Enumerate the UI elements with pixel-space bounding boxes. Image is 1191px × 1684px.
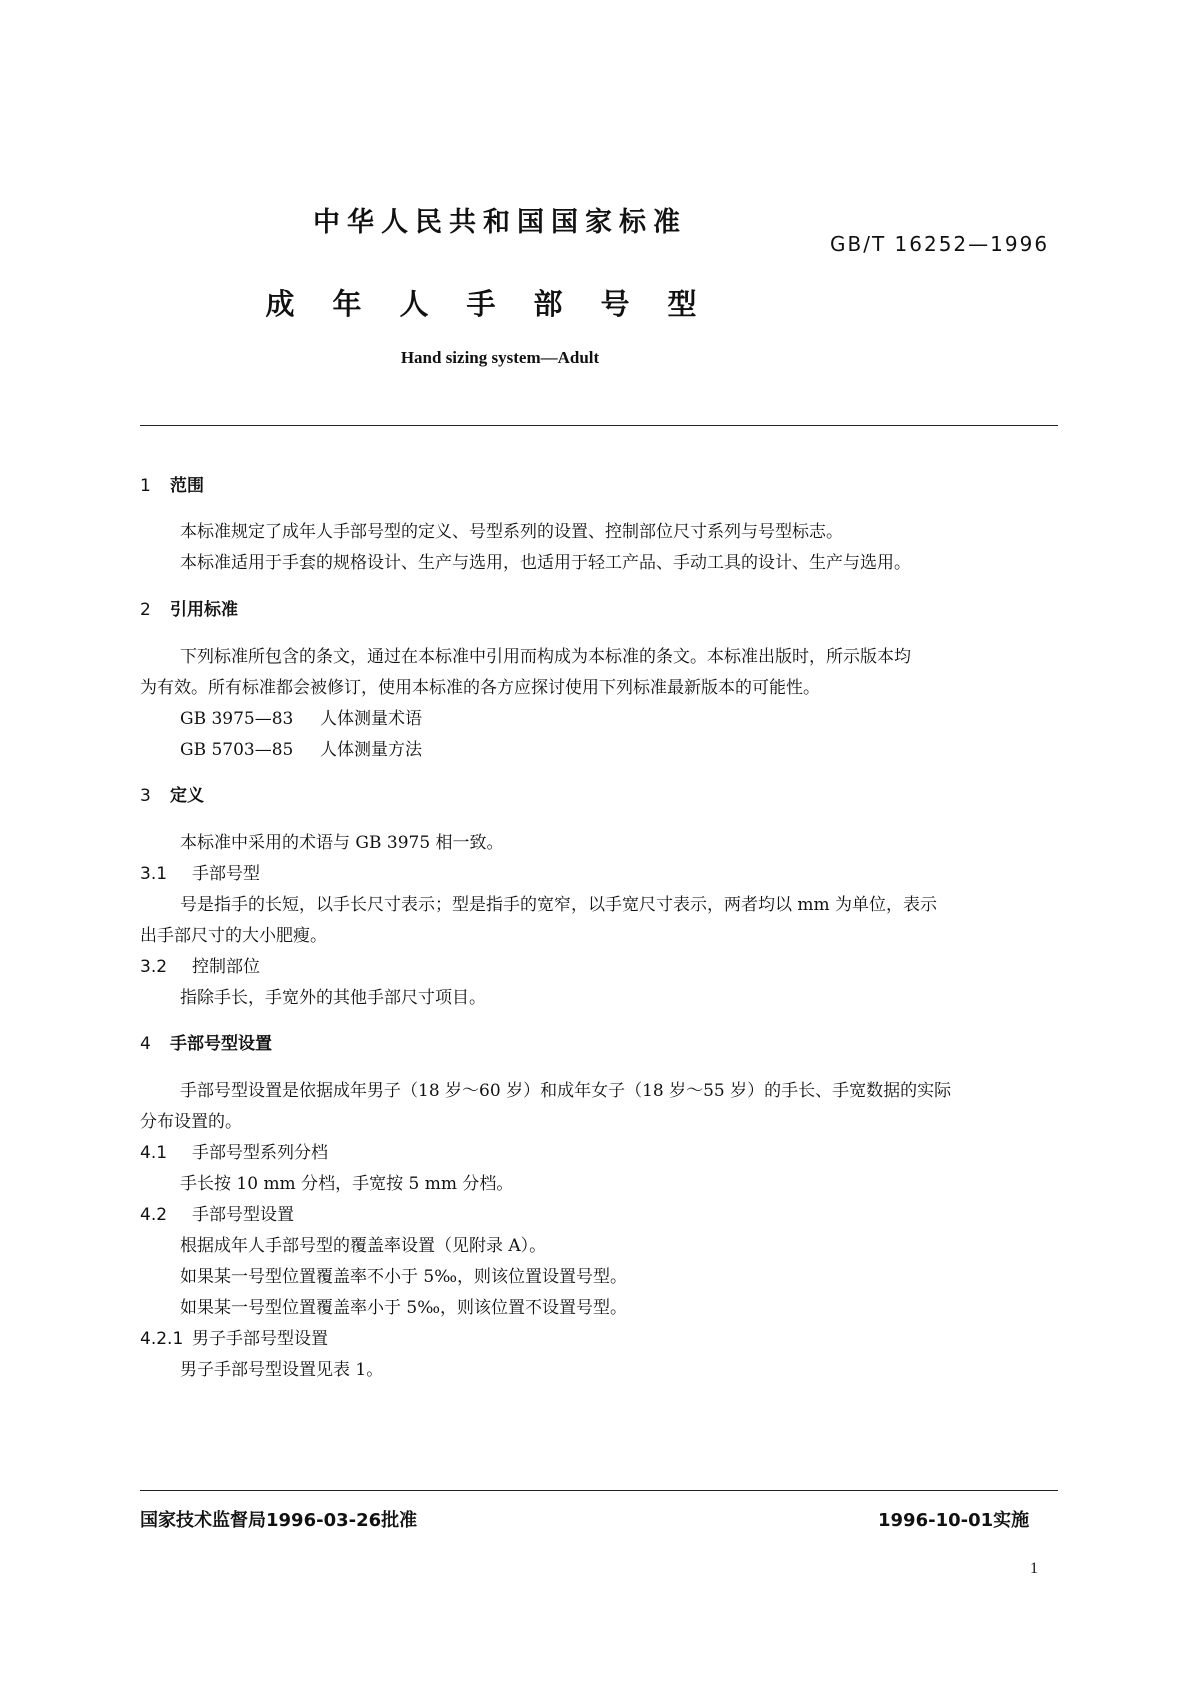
section-4-line-1: 手部号型设置是依据成年男子（18 岁～60 岁）和成年女子（18 岁～55 岁）的手长、手宽数据的实际	[180, 1081, 952, 1101]
section-1-title: 范围	[170, 476, 204, 496]
section-4-heading	[140, 1029, 272, 1054]
standard-title: 中华人民共和国国家标准	[313, 207, 687, 238]
section-4-1-title: 手部号型系列分档	[192, 1143, 328, 1163]
reference-name: 人体测量术语	[320, 709, 422, 729]
section-3-title: 定义	[170, 786, 204, 806]
section-4-2-1-number: 4.2.1	[140, 1329, 184, 1349]
section-3-1-line-2: 出手部尺寸的大小肥瘦。	[140, 926, 327, 946]
reference-name: 人体测量方法	[320, 740, 422, 760]
section-1-heading	[140, 471, 204, 496]
section-3-number: 3	[140, 786, 151, 806]
implementation-line: 1996-10-01实施	[878, 1510, 1030, 1531]
section-4-2-line-1: 根据成年人手部号型的覆盖率设置（见附录 A）。	[180, 1236, 547, 1256]
section-4-2-heading	[140, 1200, 294, 1225]
section-3-2-line-1: 指除手长，手宽外的其他手部尺寸项目。	[180, 988, 486, 1008]
reference-item	[180, 735, 422, 760]
section-3-1-title: 手部号型	[192, 864, 260, 884]
section-2-paragraph-line-2: 为有效。所有标准都会被修订，使用本标准的各方应探讨使用下列标准最新版本的可能性。	[140, 678, 820, 698]
english-title: Hand sizing system—Adult	[400, 348, 600, 367]
section-4-2-1-heading	[140, 1324, 328, 1349]
section-4-1-number: 4.1	[140, 1143, 168, 1163]
section-4-2-title: 手部号型设置	[192, 1205, 294, 1225]
section-4-1-line-1: 手长按 10 mm 分档，手宽按 5 mm 分档。	[180, 1174, 514, 1194]
section-4-title: 手部号型设置	[170, 1034, 272, 1054]
section-4-2-number: 4.2	[140, 1205, 168, 1225]
page-number: 1	[1030, 1560, 1038, 1577]
section-3-2-title: 控制部位	[192, 957, 260, 977]
section-2-paragraph-line-1: 下列标准所包含的条文，通过在本标准中引用而构成为本标准的条文。本标准出版时，所示版本均	[180, 647, 911, 667]
section-4-2-line-2: 如果某一号型位置覆盖率不小于 5‰，则该位置设置号型。	[180, 1267, 628, 1287]
section-3-2-heading	[140, 952, 260, 977]
section-3-1-number: 3.1	[140, 864, 168, 884]
section-3-paragraph: 本标准中采用的术语与 GB 3975 相一致。	[180, 833, 504, 853]
header-divider	[140, 425, 1058, 426]
section-2-heading	[140, 595, 238, 620]
section-3-1-line-1: 号是指手的长短，以手长尺寸表示；型是指手的宽窄，以手宽尺寸表示，两者均以 mm 为单位，表示	[180, 895, 938, 915]
reference-code: GB 5703—85	[180, 740, 294, 760]
document-title: 成年人手部号型	[265, 287, 735, 321]
section-4-2-line-3: 如果某一号型位置覆盖率小于 5‰，则该位置不设置号型。	[180, 1298, 628, 1318]
section-1-paragraph-2: 本标准适用于手套的规格设计、生产与选用，也适用于轻工产品、手动工具的设计、生产与选用。	[180, 553, 911, 573]
section-3-1-heading	[140, 859, 260, 884]
approval-line: 国家技术监督局1996-03-26批准	[140, 1510, 418, 1531]
section-4-number: 4	[140, 1034, 151, 1054]
section-1-paragraph-1: 本标准规定了成年人手部号型的定义、号型系列的设置、控制部位尺寸系列与号型标志。	[180, 522, 843, 542]
section-4-1-heading	[140, 1138, 328, 1163]
section-3-heading	[140, 781, 204, 806]
footer-divider	[140, 1490, 1058, 1491]
section-4-2-1-title: 男子手部号型设置	[192, 1329, 328, 1349]
standard-code: GB/T 16252—1996	[830, 232, 1050, 256]
section-4-line-2: 分布设置的。	[140, 1112, 242, 1132]
section-2-number: 2	[140, 600, 151, 620]
reference-code: GB 3975—83	[180, 709, 294, 729]
section-4-2-1-line-1: 男子手部号型设置见表 1。	[180, 1360, 384, 1380]
reference-item	[180, 704, 422, 729]
section-3-2-number: 3.2	[140, 957, 168, 977]
section-2-title: 引用标准	[170, 600, 238, 620]
section-1-number: 1	[140, 476, 151, 496]
